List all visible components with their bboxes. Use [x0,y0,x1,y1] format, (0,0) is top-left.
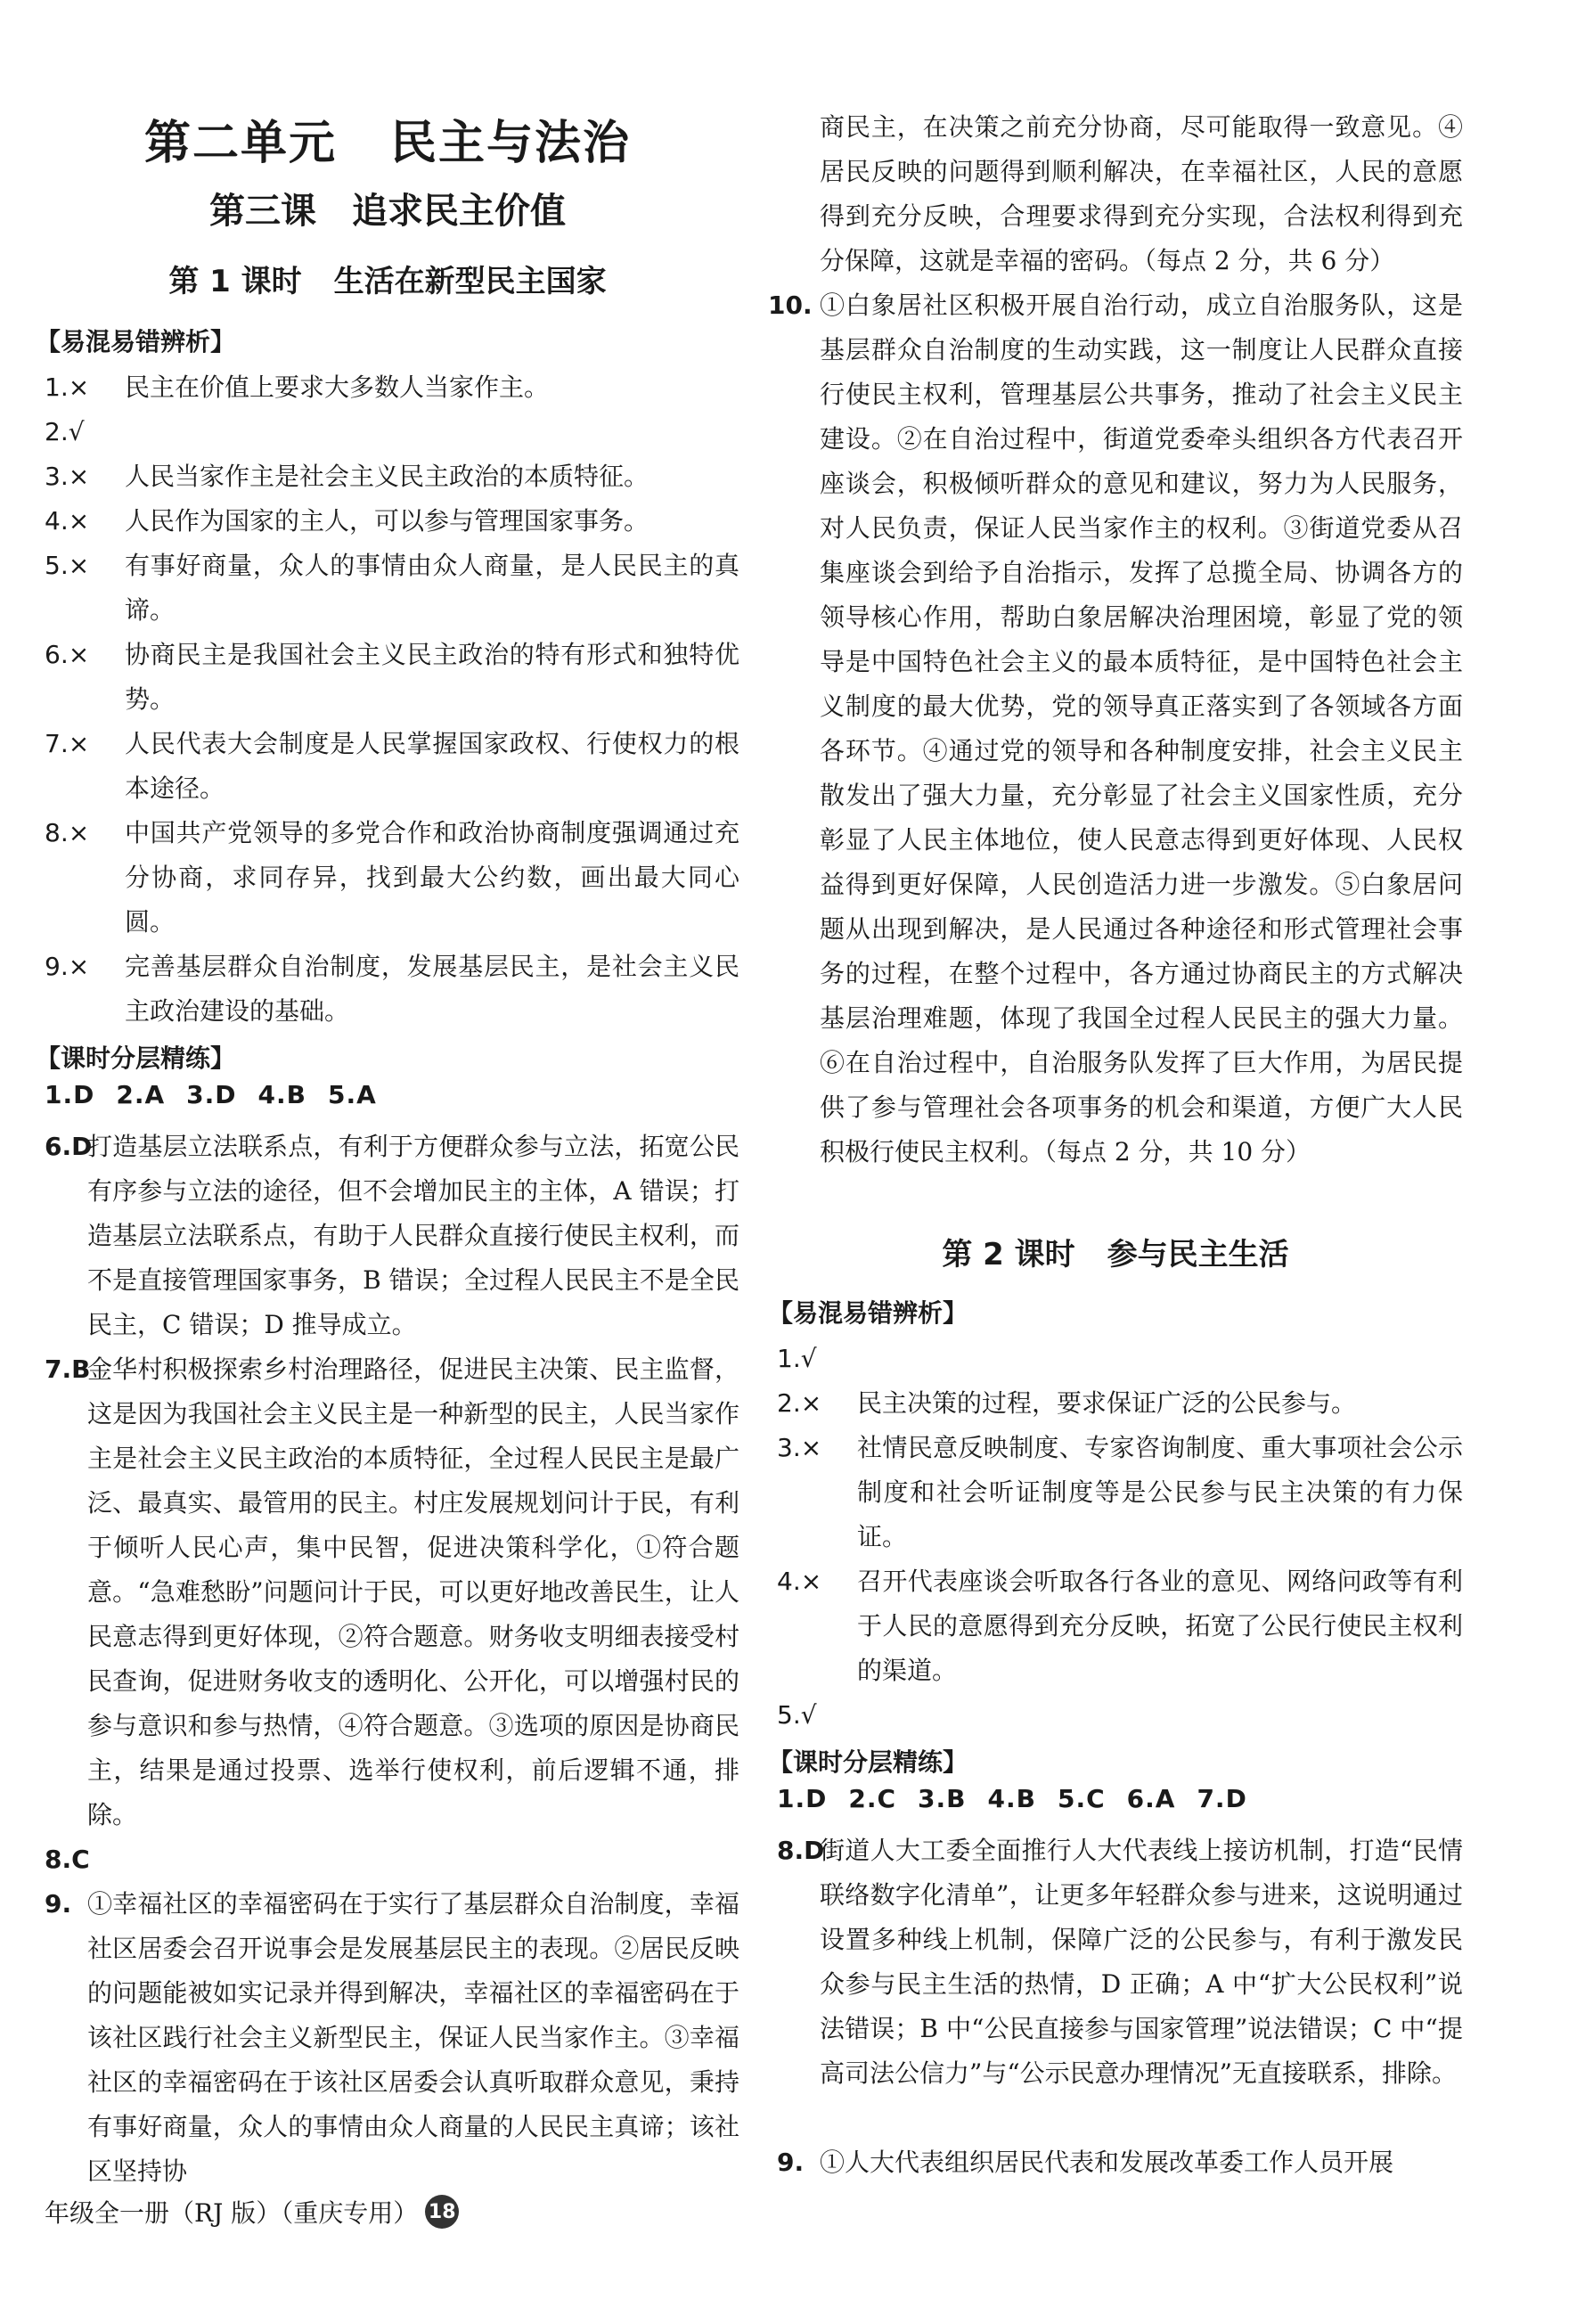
answer-8: 8.D 街道人大工委全面推行人大代表线上接访机制，打造“民情联络数字化清单”，让更多年轻群众参与进来，这说明通过设置多种线上机制，保障广泛的公民参与，有利于激发民众参与民主生活的热情，D 正确；A 中“扩大公民权利”说法错误；B 中“公民直接参与国家管理”说法错误；C 中“提高司法公信力”与“公示民意办理情况”无直接联系，排除。 [777,1836,1463,2088]
section-practice-label: 【课时分层精练】 [36,1043,236,1073]
page-number: 18 [425,2195,459,2229]
judge-item: 4.× 召开代表座谈会听取各行各业的意见、网络问政等有利于人民的意愿得到充分反映，拓宽了公民行使民主权利的渠道。 [777,1567,1463,1685]
answer-9: 9. ①人大代表组织居民代表和发展改革委工作人员开展 [777,2148,1394,2177]
judge-item: 8.× 中国共产党领导的多党合作和政治协商制度强调通过充分协商，求同存异，找到最大公约数，画出最大同心圆。 [45,818,739,937]
judge-item: 9.× 完善基层群众自治制度，发展基层民主，是社会主义民主政治建设的基础。 [45,952,739,1026]
judge-item: 6.× 协商民主是我国社会主义民主政治的特有形式和独特优势。 [45,640,739,714]
footer-text: 年级全一册（RJ 版）（重庆专用） [45,2198,419,2228]
period-1-title: 第 1 课时 生活在新型民主国家 [168,264,607,299]
answer-6: 6.D 打造基层立法联系点，有利于方便群众参与立法，拓宽公民有序参与立法的途径，但不会增加民主的主体，A 错误；打造基层立法联系点，有助于人民群众直接行使民主权利，而不是直接管理国家事务，B 错误；全过程人民民主不是全民民主，C 错误；D 推导成立。 [45,1132,739,1339]
answer-10: 10. ①白象居社区积极开展自治行动，成立自治服务队，这是基层群众自治制度的生动实践，这一制度让人民群众直接行使民主权利，管理基层公共事务，推动了社会主义民主建设。②在自治过程中，街道党委牵头组织各方代表召开座谈会，积极倾听群众的意见和建议，努力为人民服务，对人民负责，保证人民当家作主的权利。③街道党委从召集座谈会到给予自治指示，发挥了总揽全局、协调各方的领导核心作用，帮助白象居解决治理困境，彰显了党的领导是中国特色社会主义的最本质特征，是中国特色社会主义制度的最大优势，党的领导真正落实到了各领域各方面各环节。④通过党的领导和各种制度安排，社会主义民主散发出了强大力量，充分彰显了社会主义国家性质，充分彰显了人民主体地位，使人民意志得到更好体现、人民权益得到更好保障，人民创造活力进一步激发。⑤白象居问题从出现到解决，是人民通过各种途径和形式管理社会事务的过程，在整个过程中，各方通过协商民主的方式解决基层治理难题，体现了我国全过程人民民主的强大力量。⑥在自治过程中，自治服务队发挥了巨大作用，为居民提供了参与管理社会各项事务的机会和渠道，方便广大人民积极行使民主权利。（每点 2 分，共 10 分） [768,290,1463,1166]
mc-answers: 1.D 2.A 3.D 4.B 5.A [45,1080,377,1109]
unit-title: 第二单元 民主与法治 [143,117,632,170]
footer [45,2194,459,2230]
judge-item: 3.× 人民当家作主是社会主义民主政治的本质特征。 [45,462,650,491]
answer-7: 7.B 金华村积极探索乡村治理路径，促进民主决策、民主监督，这是因为我国社会主义民主是一种新型的民主，人民当家作主是社会主义民主政治的本质特征，全过程人民民主是最广泛、最真实、最管用的民主。村庄发展规划问计于民，有利于倾听人民心声，集中民智，促进决策科学化，①符合题意。“急难愁盼”问题问计于民，可以更好地改善民生，让人民意志得到更好体现，②符合题意。财务收支明细表接受村民查询，促进财务收支的透明化、公开化，可以增强村民的参与意识和参与热情，④符合题意。③选项的原因是协商民主，结果是通过投票、选举行使权利，前后逻辑不通，排除。 [45,1354,739,1829]
section-practice-label: 【课时分层精练】 [768,1747,968,1777]
section-confusion-label: 【易混易错辨析】 [36,327,236,356]
judge-item: 1.× 民主在价值上要求大多数人当家作主。 [45,372,550,402]
judge-item: 5.× 有事好商量，众人的事情由众人商量，是人民民主的真谛。 [45,551,739,625]
lesson-title: 第三课 追求民主价值 [209,191,566,232]
answer-9-continued: 商民主，在决策之前充分协商，尽可能取得一致意见。④居民反映的问题得到顺利解决，在幸福社区，人民的意愿得到充分反映，合理要求得到充分实现，合法权利得到充分保障，这就是幸福的密码。（每点 2 分，共 6 分） [820,112,1463,275]
judge-item: 4.× 人民作为国家的主人，可以参与管理国家事务。 [45,506,650,536]
section-confusion-label: 【易混易错辨析】 [768,1298,968,1328]
judge-item: 2.× 民主决策的过程，要求保证广泛的公民参与。 [777,1388,1357,1418]
judge-item: 3.× 社情民意反映制度、专家咨询制度、重大事项社会公示制度和社会听证制度等是公民参与民主决策的有力保证。 [777,1433,1463,1551]
period-2-title: 第 2 课时 参与民主生活 [942,1237,1289,1272]
answer-9: 9. ①幸福社区的幸福密码在于实行了基层群众自治制度，幸福社区居委会召开说事会是发展基层民主的表现。②居民反映的问题能被如实记录并得到解决，幸福社区的幸福密码在于该社区践行社会主义新型民主，保证人民当家作主。③幸福社区的幸福密码在于该社区居委会认真听取群众意见，秉持有事好商量，众人的事情由众人商量的人民民主真谛；该社区坚持协 [45,1889,739,2186]
judge-item: 7.× 人民代表大会制度是人民掌握国家政权、行使权力的根本途径。 [45,729,739,803]
mc-answers: 1.D 2.C 3.B 4.B 5.C 6.A 7.D [777,1784,1247,1813]
